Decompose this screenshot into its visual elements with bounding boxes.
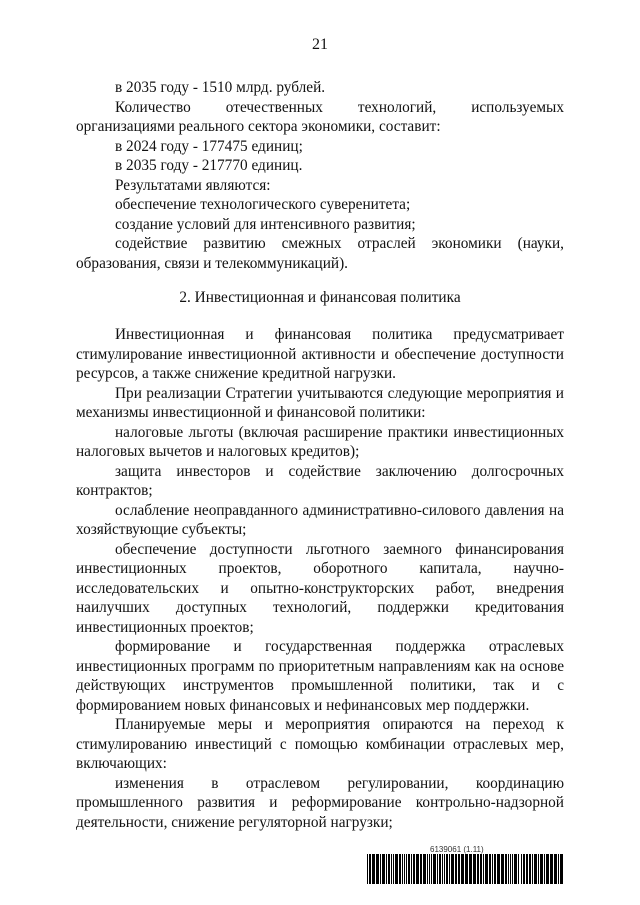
barcode-bar (469, 854, 472, 884)
barcode-bar (480, 854, 482, 884)
barcode-bar (465, 854, 468, 884)
barcode-bar (560, 854, 563, 884)
barcode-bar (411, 854, 412, 884)
barcode-bar (386, 854, 387, 884)
barcode-bar (380, 854, 381, 884)
barcode-bar (489, 854, 491, 884)
paragraph: ослабление неоправданного административно-силового давления на хозяйствующие субъекты; (76, 501, 564, 538)
body-text-bottom (76, 325, 564, 832)
barcode-bar (473, 854, 476, 884)
barcode-bar (408, 854, 410, 884)
paragraph: Результатами являются: (115, 176, 271, 194)
paragraph: защита инвесторов и содействие заключению долгосрочных контрактов; (76, 462, 564, 499)
barcode-bar (526, 854, 528, 884)
paragraph: в 2035 году - 1510 млрд. рублей. (115, 79, 326, 96)
barcode-bar (546, 854, 549, 884)
paragraph: в 2024 году - 177475 единиц; (115, 137, 303, 155)
barcode-bar (497, 854, 500, 884)
barcode-bar (427, 854, 428, 884)
barcode-bar (416, 854, 419, 884)
barcode-bar (538, 854, 539, 884)
barcode-bar (429, 854, 430, 884)
barcode-bar (458, 854, 460, 884)
body-text-top (76, 78, 564, 273)
barcode-bar (382, 854, 385, 884)
paragraph: Планируемые меры и мероприятия опираются на переход к стимулированию инвестиций с помощью комбинации отраслевых мер, включающих: (76, 716, 564, 772)
paragraph: Количество отечественных технологий, используемых (115, 98, 564, 116)
barcode-bar (523, 854, 525, 884)
barcode-bar (455, 854, 457, 884)
barcode-bar (437, 854, 438, 884)
barcode-bar (446, 854, 448, 884)
barcode-bar (413, 854, 415, 884)
barcode-bar (399, 854, 401, 884)
paragraph: Инвестиционная и финансовая политика предусматривает стимулирование инвестиционной активности и обеспечение доступности ресурсов, а также снижение кредитной нагрузки. (76, 326, 564, 382)
barcode-bar (461, 854, 464, 884)
barcode-bar (514, 854, 517, 884)
barcode-bar (534, 854, 537, 884)
barcode-bar (431, 854, 432, 884)
barcode-bar (492, 854, 493, 884)
barcode-bar (423, 854, 426, 884)
barcode-bar (550, 854, 553, 884)
barcode-bar (518, 854, 519, 884)
barcode-bar (376, 854, 379, 884)
barcode-bar (501, 854, 504, 884)
barcode-bar (372, 854, 375, 884)
barcode-bar (444, 854, 445, 884)
document-code: 6139061 (1.11) (430, 845, 484, 854)
barcode-bar (508, 854, 509, 884)
paragraph: налоговые льготы (включая расширение практики инвестиционных налоговых вычетов и налоговых кредитов); (76, 423, 564, 460)
paragraph: При реализации Стратегии учитываются следующие мероприятия и механизмы инвестиционной и финансовой политики: (76, 384, 564, 421)
barcode-bar (512, 854, 513, 884)
paragraph: изменения в отраслевом регулировании, координацию промышленного развития и реформирование контрольно-надзорной деятельности, снижение регуляторной нагрузки; (76, 774, 564, 831)
paragraph: формирование и государственная поддержка отраслевых инвестиционных программ по приоритетным направлениям как на основе действующих инструментов промышленной политики, так и с формированием новых финансовых и нефинансовых мер поддержки. (76, 638, 564, 714)
barcode-bar (558, 854, 559, 884)
barcode-bar (529, 854, 531, 884)
paragraph: в 2035 году - 217770 единиц. (115, 157, 303, 174)
barcode-bar (420, 854, 422, 884)
paragraph: содействие развитию смежных отраслей экономики (науки, образования, связи и телекоммуникаций). (76, 235, 564, 272)
barcode-bar (404, 854, 405, 884)
barcode-bar (521, 854, 522, 884)
barcode-bar (494, 854, 496, 884)
barcode-bar (532, 854, 533, 884)
barcode-bar (369, 854, 371, 884)
barcode-bar (393, 854, 394, 884)
barcode-bar (477, 854, 479, 884)
paragraph: обеспечение доступности льготного заемного финансирования инвестиционных проектов, оборотного капитала, научно-исследовательских и опытно-конструкторских работ, внедрения наилучших доступных технологий, поддержки кредитования инвестиционных проектов; (76, 540, 564, 636)
paragraph: организациями реального сектора экономики, составит: (76, 118, 441, 135)
barcode-icon (367, 854, 565, 884)
barcode-bar (540, 854, 543, 884)
barcode-bar (406, 854, 407, 884)
page-number: 21 (312, 36, 328, 53)
section-heading: 2. Инвестиционная и финансовая политика (179, 289, 461, 306)
barcode-bar (485, 854, 488, 884)
barcode-bar (505, 854, 507, 884)
paragraph: обеспечение технологического суверенитета; (115, 196, 411, 213)
barcode-bar (388, 854, 390, 884)
section-heading-block (76, 288, 564, 308)
barcode-bar (395, 854, 398, 884)
barcode-bar (442, 854, 443, 884)
barcode-bar (449, 854, 450, 884)
barcode-bar (402, 854, 403, 884)
barcode-bar (439, 854, 441, 884)
barcode-bar (544, 854, 545, 884)
barcode-bar (391, 854, 392, 884)
barcode-bar (510, 854, 511, 884)
paragraph: создание условий для интенсивного развития; (115, 215, 416, 233)
barcode-bar (483, 854, 484, 884)
barcode-bar (367, 854, 368, 884)
barcode-bar (451, 854, 454, 884)
barcode-bar (433, 854, 436, 884)
barcode-bar (554, 854, 557, 884)
